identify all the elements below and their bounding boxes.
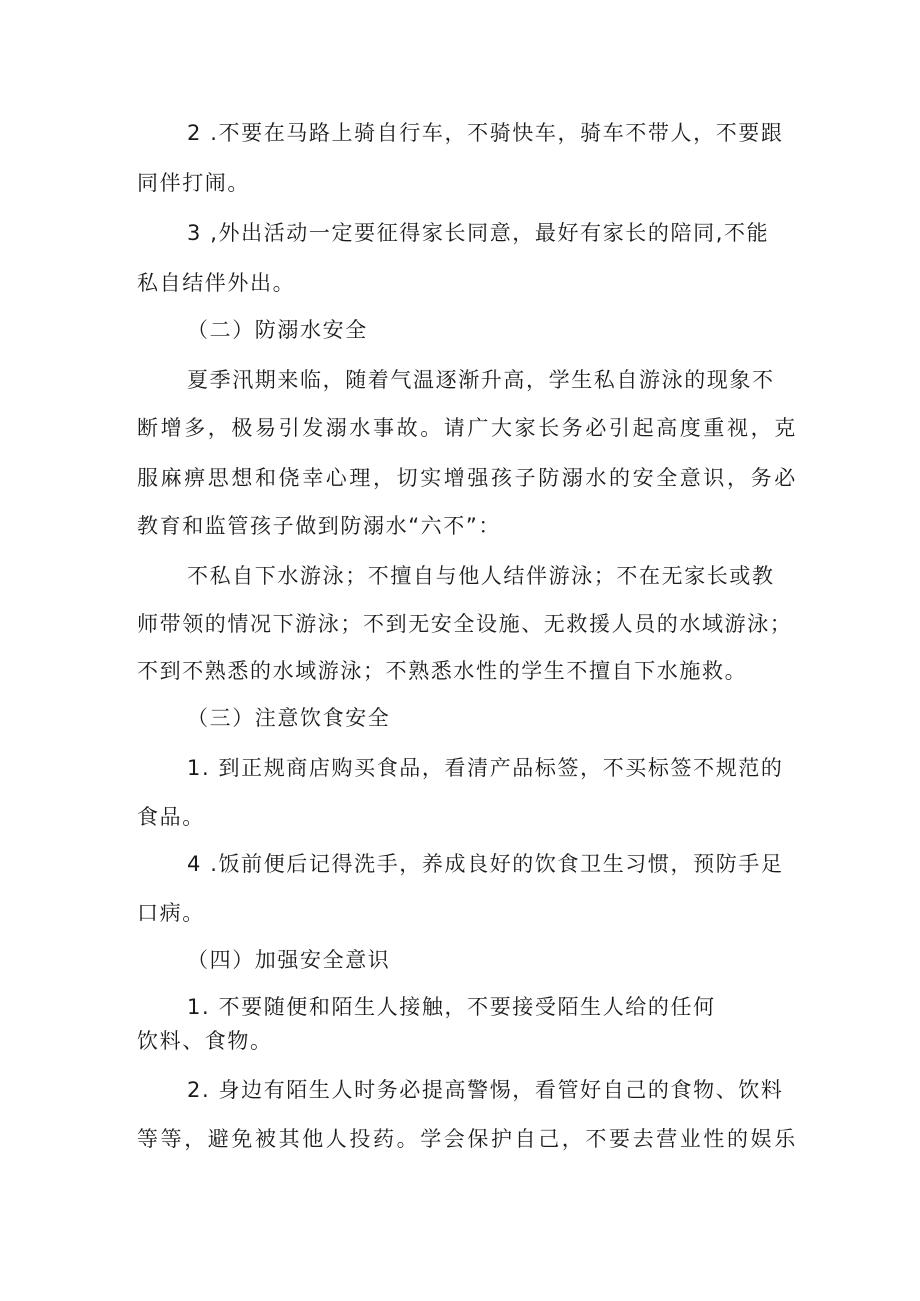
paragraph-line: 服麻痹思想和侥幸心理，切实增强孩子防溺水的安全意识，务必 bbox=[137, 466, 798, 490]
paragraph-line: 4 .饭前便后记得洗手，养成良好的饮食卫生习惯，预防手足 bbox=[187, 852, 784, 876]
paragraph-line: 不到不熟悉的水域游泳；不熟悉水性的学生不擅自下水施救。 bbox=[137, 659, 748, 683]
paragraph-line: 断增多，极易引发溺水事故。请广大家长务必引起高度重视，克 bbox=[137, 416, 798, 440]
paragraph-line: 等等，避免被其他人投药。学会保护自己，不要去营业性的娱乐 bbox=[137, 1127, 798, 1151]
paragraph-line: 不私自下水游泳；不擅自与他人结伴游泳；不在无家长或教 bbox=[187, 564, 775, 588]
section-heading: （四）加强安全意识 bbox=[187, 948, 391, 972]
paragraph-line: 饮料、食物。 bbox=[137, 1029, 273, 1053]
paragraph-line: 教育和监管孩子做到防溺水“六不”： bbox=[137, 514, 501, 538]
section-heading: （三）注意饮食安全 bbox=[187, 706, 391, 730]
paragraph-line: 1. 不要随便和陌生人接触，不要接受陌生人给的任何 bbox=[187, 995, 716, 1019]
paragraph-line: 同伴打闹。 bbox=[137, 171, 250, 195]
paragraph-line: 2. 身边有陌生人时务必提高警惕，看管好自己的食物、饮料 bbox=[187, 1078, 784, 1102]
paragraph-line: 夏季汛期来临，随着气温逐渐升高，学生私自游泳的现象不 bbox=[187, 368, 775, 392]
paragraph-line: 私自结伴外出。 bbox=[137, 271, 296, 295]
paragraph-line: 食品。 bbox=[137, 805, 205, 829]
section-heading: （二）防溺水安全 bbox=[187, 318, 368, 342]
paragraph-line: 1. 到正规商店购买食品，看清产品标签，不买标签不规范的 bbox=[187, 756, 784, 780]
paragraph-line: 师带领的情况下游泳；不到无安全设施、无救援人员的水域游泳； bbox=[137, 612, 793, 636]
paragraph-line: 3 ,外出活动一定要征得家长同意，最好有家长的陪同,不能 bbox=[187, 221, 770, 245]
paragraph-line: 2 .不要在马路上骑自行车，不骑快车，骑车不带人，不要跟 bbox=[187, 121, 784, 145]
paragraph-line: 口病。 bbox=[137, 901, 205, 925]
